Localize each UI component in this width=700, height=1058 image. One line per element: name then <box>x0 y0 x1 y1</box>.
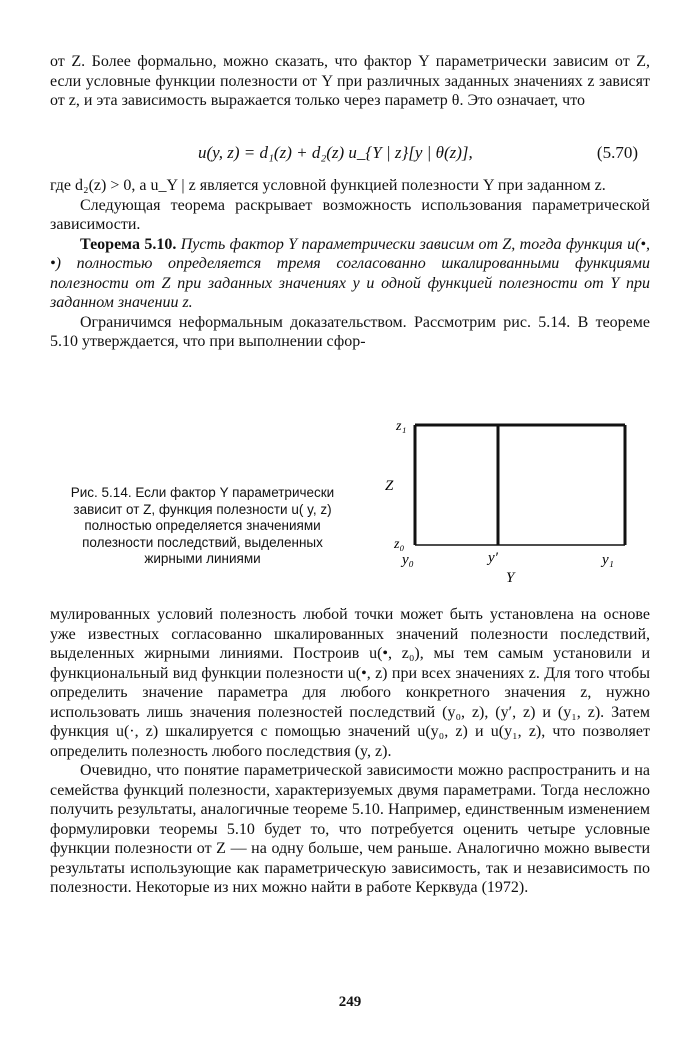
figure-5-14 <box>380 412 650 587</box>
label-z1: z₁ <box>396 419 407 434</box>
paragraph-4: Ограничимся неформальным доказательством. Рассмотрим рис. 5.14. В теореме 5.10 утверждается, что при выполнении сфор- <box>50 313 650 350</box>
figure-caption: Рис. 5.14. Если фактор Y параметрически зависит от Z, функция полезности u( y, z) полностью определяется значениями полезности последствий, выделенных жирными линиями <box>70 485 335 566</box>
text-block-top <box>50 52 650 111</box>
paragraph-1: от Z. Более формально, можно сказать, что фактор Y параметрически зависим от Z, если условные функции полезности от Y при различных заданных значениях z зависят от z, и эта зависимость выражается только через параметр θ. Это означает, что <box>50 53 650 109</box>
paragraph-3: Следующая теорема раскрывает возможность использования параметрической зависимости. <box>50 196 650 233</box>
paragraph-6: Очевидно, что понятие параметрической зависимости можно распространить и на семейства функций полезности, характеризуемых двумя параметрами. Тогда несложно получить результаты, аналогичные теореме 5.10. Например, единственным изменением формулировки теоремы 5.10 будет то, что потребуется оценить четыре условные функции полезности от Z — на одну больше, чем раньше. Аналогично можно вывести результаты использующие как параметрическую зависимость, так и независимость по полезности. Некоторые из них можно найти в работе Керквуда (1972). <box>50 762 650 896</box>
paragraph-2: где d₂(z) > 0, а u_Y | z является условной функцией полезности Y при заданном z. <box>50 177 606 194</box>
label-y1: y₁ <box>602 552 614 568</box>
theorem-5-10 <box>50 235 650 313</box>
formula-5-70 <box>50 143 650 165</box>
text-block-middle <box>50 176 650 352</box>
label-z0: z₀ <box>394 537 405 552</box>
theorem-label: Теорема 5.10. <box>80 235 177 253</box>
label-yprime: y′ <box>488 550 498 566</box>
paragraph-5: мулированных условий полезность любой точки может быть установлена на основе уже известных согласованно шкалированных значений полезности последствий, выделенных жирными линиями. Построив u(•, z₀), мы тем самым установили и функциональный вид функции полезности u(•, z) при всех значениях z. Для того чтобы определить значение параметра для любого конкретного значения z, нужно использовать лишь значения полезностей последствий (y₀, z), (y′, z) и (y₁, z). Затем функция u(·, z) шкалируется с помощью значений u(y₀, z) и u(y₁, z), что позволяет определить полезность любого последствия (y, z). <box>50 606 650 760</box>
label-y0: y₀ <box>402 552 414 568</box>
formula-number: (5.70) <box>596 143 638 162</box>
label-z-axis: Z <box>385 478 394 494</box>
text-block-bottom <box>50 605 650 898</box>
label-y-axis: Y <box>506 570 515 586</box>
theorem-text: Пусть фактор Y параметрически зависим от Z, тогда функция u(•, •) полностью определяется тремя согласованно шкалированными функциями полезности от Z при заданных значениях y и одной функцией полезности от Y при заданном значении z. <box>50 235 651 311</box>
page-number: 249 <box>338 994 362 1010</box>
formula-expression: u(y, z) = d₁(z) + d₂(z) u_{Y | z}[y | θ(z)], <box>198 143 473 162</box>
